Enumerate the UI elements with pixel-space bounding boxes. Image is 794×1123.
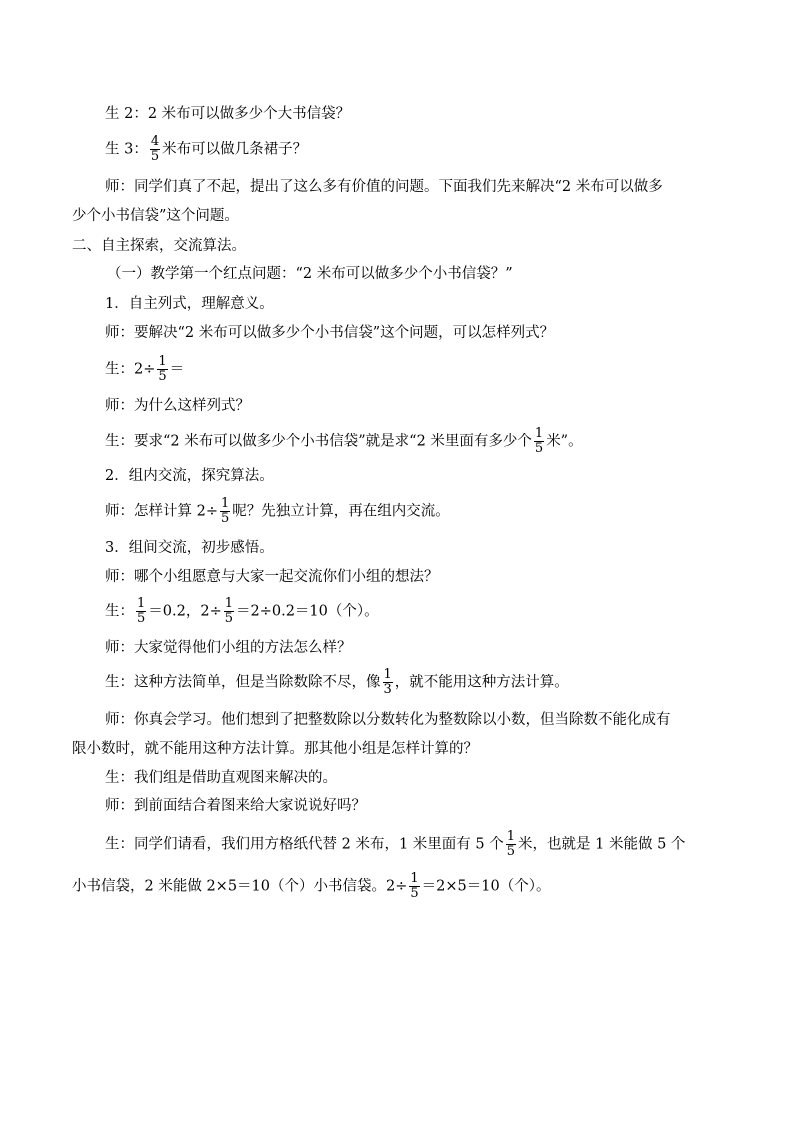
text-line <box>105 396 250 416</box>
fraction-denominator: 5 <box>410 886 419 901</box>
text-line <box>105 104 350 124</box>
text-run: 师：哪个小组愿意与大家一起交流你们小组的想法？ <box>105 569 439 585</box>
text-line <box>105 135 307 164</box>
fraction <box>157 355 167 384</box>
text-line <box>105 538 274 558</box>
text-line <box>105 597 379 626</box>
fraction <box>150 135 160 164</box>
fraction-denominator: 5 <box>150 149 160 164</box>
text-run: 少个小书信袋”这个问题。 <box>72 208 239 224</box>
text-line <box>105 830 685 859</box>
text-run: （一）教学第一个红点问题：“2 米布可以做多少个小书信袋？” <box>107 266 513 282</box>
text-run: 米，也就是 1 米能做 5 个 <box>518 836 686 853</box>
text-line <box>72 236 246 256</box>
text-run: 生 2：2 米布可以做多少个大书信袋？ <box>105 106 351 122</box>
fraction-denominator: 5 <box>534 441 544 456</box>
text-run: 生 3： <box>105 141 148 158</box>
text-line <box>107 264 513 284</box>
text-line <box>72 206 239 226</box>
fraction-denominator: 5 <box>506 844 516 859</box>
fraction-denominator: 5 <box>220 511 230 526</box>
fraction-numerator: 1 <box>224 596 233 611</box>
text-run: 限小数时，就不能用这种方法计算。那其他小组是怎样计算的？ <box>72 741 478 757</box>
text-run: 生：要求“2 米布可以做多少个小书信袋”就是求“2 米里面有多少个 <box>105 433 532 450</box>
text-line <box>72 739 478 759</box>
text-run: 师：你真会学习。他们想到了把整数除以分数转化为整数除以小数，但当除数不能化成有 <box>105 712 671 728</box>
text-run: 生：我们组是借助直观图来解决的。 <box>105 770 337 786</box>
text-line <box>105 466 274 486</box>
text-line <box>105 768 337 788</box>
fraction-denominator: 5 <box>224 611 233 626</box>
text-run: 生：这种方法简单，但是当除数除不尽，像 <box>105 674 381 691</box>
fraction-numerator: 1 <box>506 829 516 844</box>
text-line <box>105 710 671 730</box>
text-line <box>105 796 366 816</box>
text-line <box>105 355 184 384</box>
fraction <box>409 872 419 901</box>
fraction-numerator: 4 <box>150 134 160 149</box>
fraction-denominator: 3 <box>383 682 392 697</box>
fraction <box>136 597 146 626</box>
text-run: 生：2÷ <box>105 361 156 378</box>
fraction <box>383 668 393 697</box>
text-line <box>105 497 450 526</box>
fraction-numerator: 1 <box>410 871 419 886</box>
fraction-numerator: 1 <box>137 596 146 611</box>
fraction-numerator: 1 <box>220 496 230 511</box>
text-run: 3．组间交流，初步感悟。 <box>105 540 274 556</box>
fraction-denominator: 5 <box>158 369 167 384</box>
text-run: 师：大家觉得他们小组的方法怎么样？ <box>105 640 352 656</box>
text-run: 米布可以做几条裙子？ <box>162 141 308 158</box>
text-line <box>105 427 583 456</box>
text-run: ＝0.2，2÷ <box>148 603 222 620</box>
text-run: 师：要解决“2 米布可以做多少个小书信袋”这个问题，可以怎样列式？ <box>105 325 555 341</box>
text-run: ，就不能用这种方法计算。 <box>394 674 569 691</box>
text-run: 生： <box>105 603 134 620</box>
text-line <box>105 638 352 658</box>
text-run: 米”。 <box>546 433 583 450</box>
text-run: 师：怎样计算 2÷ <box>105 503 218 520</box>
text-run: ＝ <box>169 361 185 378</box>
fraction <box>224 597 234 626</box>
fraction-numerator: 1 <box>383 667 392 682</box>
text-line <box>105 177 663 197</box>
text-line <box>105 294 274 314</box>
text-run: 师：到前面结合着图来给大家说说好吗？ <box>105 798 366 814</box>
fraction <box>534 427 544 456</box>
text-run: 二、自主探索，交流算法。 <box>72 238 246 254</box>
text-line <box>105 567 439 587</box>
text-line <box>72 872 550 901</box>
text-run: 呢？先独立计算，再在组内交流。 <box>232 503 450 520</box>
fraction-numerator: 1 <box>534 426 544 441</box>
fraction <box>506 830 516 859</box>
text-run: ＝2×5＝10（个）。 <box>421 878 551 895</box>
text-run: 小书信袋，2 米能做 2×5＝10（个）小书信袋。2÷ <box>72 878 408 895</box>
text-run: 师：为什么这样列式？ <box>105 398 250 414</box>
text-run: 生：同学们请看，我们用方格纸代替 2 米布，1 米里面有 5 个 <box>105 836 504 853</box>
text-run: 1．自主列式，理解意义。 <box>105 296 274 312</box>
text-run: 2．组内交流，探究算法。 <box>105 468 274 484</box>
text-line <box>105 323 554 343</box>
fraction-denominator: 5 <box>137 611 146 626</box>
text-line <box>105 668 569 697</box>
text-run: 师：同学们真了不起，提出了这么多有价值的问题。下面我们先来解决“2 米布可以做多 <box>105 179 663 195</box>
fraction <box>220 497 230 526</box>
fraction-numerator: 1 <box>158 354 167 369</box>
text-run: ＝2÷0.2＝10（个）。 <box>236 603 379 620</box>
